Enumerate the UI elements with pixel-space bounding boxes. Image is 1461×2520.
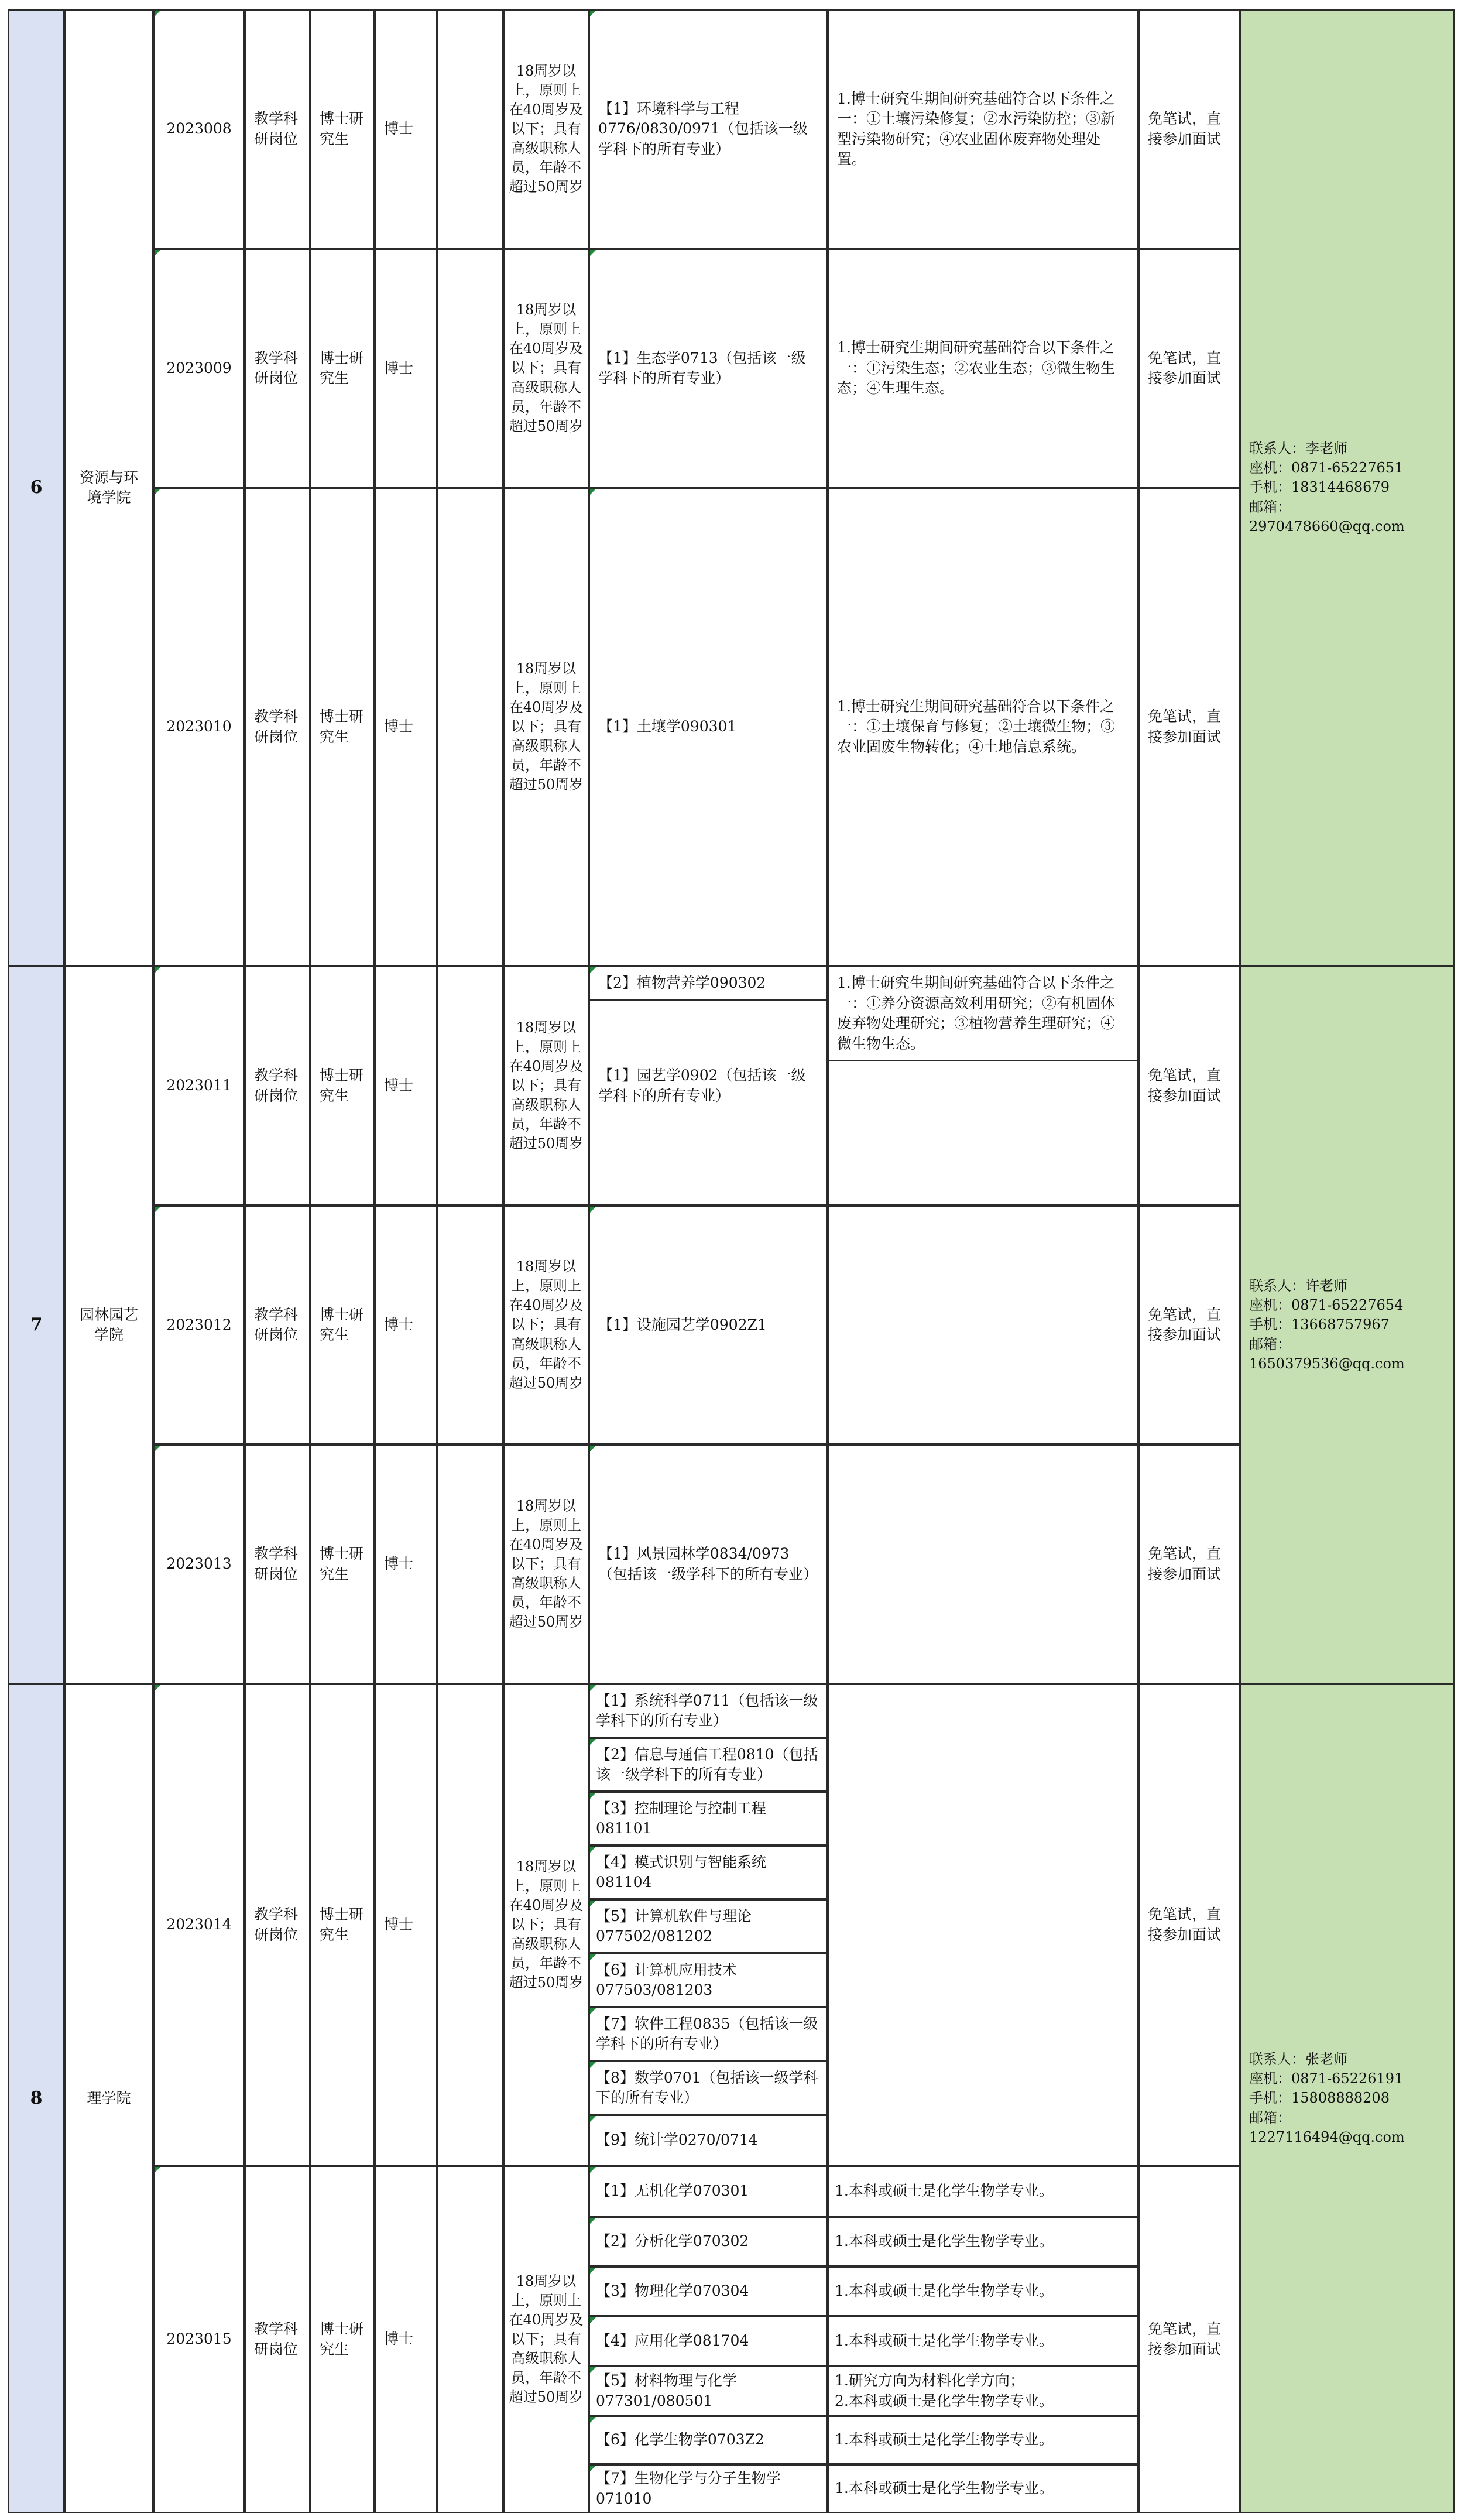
degree: 博士 xyxy=(375,1684,437,2166)
exam-method: 免笔试，直接参加面试 xyxy=(1138,488,1240,966)
major-item: 【2】植物营养学090302 xyxy=(589,966,828,1001)
age-requirement: 18周岁以上，原则上在40周岁及以下；具有高级职称人员，年龄不超过50周岁 xyxy=(503,966,589,1206)
other-requirements: 1.本科或硕士是化学生物学专业。 xyxy=(828,2316,1138,2366)
degree: 博士 xyxy=(375,966,437,1206)
age-requirement: 18周岁以上，原则上在40周岁及以下；具有高级职称人员，年龄不超过50周岁 xyxy=(503,1684,589,2166)
exam-method: 免笔试，直接参加面试 xyxy=(1138,9,1240,249)
position-code: 2023012 xyxy=(153,1206,245,1444)
age-requirement: 18周岁以上，原则上在40周岁及以下；具有高级职称人员，年龄不超过50周岁 xyxy=(503,1206,589,1444)
other-requirements: 1.本科或硕士是化学生物学专业。 xyxy=(828,2416,1138,2464)
other-requirements xyxy=(828,966,1138,1206)
major-item: 【6】计算机应用技术077503/081203 xyxy=(589,1953,828,2007)
post-type: 教学科研岗位 xyxy=(245,1444,310,1684)
college-name: 理学院 xyxy=(64,1684,153,2513)
major-item: 【8】数学0701（包括该一级学科下的所有专业） xyxy=(589,2061,828,2115)
major-item: 【1】园艺学0902（包括该一级学科下的所有专业） xyxy=(589,966,828,1206)
empty-cell xyxy=(437,1206,503,1444)
empty-cell xyxy=(437,249,503,488)
other-requirements: 1.博士研究生期间研究基础符合以下条件之一：①土壤保育与修复；②土壤微生物；③农业固废生物转化；④土地信息系统。 xyxy=(828,488,1138,966)
empty-cell xyxy=(437,1684,503,2166)
major-item: 【3】控制理论与控制工程081101 xyxy=(589,1792,828,1846)
other-requirements xyxy=(828,1684,1138,2166)
post-type: 教学科研岗位 xyxy=(245,9,310,249)
major-item: 【2】分析化学070302 xyxy=(589,2217,828,2266)
major-item: 【7】软件工程0835（包括该一级学科下的所有专业） xyxy=(589,2007,828,2061)
age-requirement: 18周岁以上，原则上在40周岁及以下；具有高级职称人员，年龄不超过50周岁 xyxy=(503,249,589,488)
row-index: 8 xyxy=(8,1684,64,2513)
education-level: 博士研究生 xyxy=(310,1206,375,1444)
major-item: 【5】材料物理与化学077301/080501 xyxy=(589,2366,828,2416)
major-item: 【1】无机化学070301 xyxy=(589,2166,828,2217)
degree: 博士 xyxy=(375,1444,437,1684)
major-item: 【6】化学生物学0703Z2 xyxy=(589,2416,828,2464)
college-name: 园林园艺学院 xyxy=(64,966,153,1684)
education-level: 博士研究生 xyxy=(310,9,375,249)
other-requirements: 1.本科或硕士是化学生物学专业。 xyxy=(828,2217,1138,2266)
exam-method: 免笔试，直接参加面试 xyxy=(1138,1206,1240,1444)
other-requirements: 1.本科或硕士是化学生物学专业。 xyxy=(828,2266,1138,2316)
empty-cell xyxy=(437,488,503,966)
position-code: 2023015 xyxy=(153,2166,245,2513)
education-level: 博士研究生 xyxy=(310,966,375,1206)
major-item: 【1】生态学0713（包括该一级学科下的所有专业） xyxy=(589,249,828,488)
major-item: 【1】设施园艺学0902Z1 xyxy=(589,1206,828,1444)
contact-info: 联系人：张老师 座机：0871-65226191 手机：15808888208 邮箱：1227116494@qq.com xyxy=(1240,1684,1455,2513)
major-item: 【7】生物化学与分子生物学071010 xyxy=(589,2464,828,2513)
other-requirements: 1.博士研究生期间研究基础符合以下条件之一：①污染生态；②农业生态；③微生物生态；④生理生态。 xyxy=(828,249,1138,488)
other-requirements: 1.博士研究生期间研究基础符合以下条件之一：①养分资源高效利用研究；②有机固体废弃物处理研究；③植物营养生理研究；④微生物生态。 xyxy=(828,966,1138,1061)
major-item: 【4】模式识别与智能系统081104 xyxy=(589,1846,828,1899)
empty-cell xyxy=(437,1444,503,1684)
position-code: 2023011 xyxy=(153,966,245,1206)
row-index: 7 xyxy=(8,966,64,1684)
position-code: 2023010 xyxy=(153,488,245,966)
college-name: 资源与环境学院 xyxy=(64,9,153,966)
degree: 博士 xyxy=(375,9,437,249)
age-requirement: 18周岁以上，原则上在40周岁及以下；具有高级职称人员，年龄不超过50周岁 xyxy=(503,488,589,966)
education-level: 博士研究生 xyxy=(310,2166,375,2513)
position-code: 2023008 xyxy=(153,9,245,249)
major-item: 【4】应用化学081704 xyxy=(589,2316,828,2366)
other-requirements xyxy=(828,1206,1138,1444)
age-requirement: 18周岁以上，原则上在40周岁及以下；具有高级职称人员，年龄不超过50周岁 xyxy=(503,9,589,249)
post-type: 教学科研岗位 xyxy=(245,488,310,966)
row-index: 6 xyxy=(8,9,64,966)
other-requirements: 1.本科或硕士是化学生物学专业。 xyxy=(828,2166,1138,2217)
major-item: 【9】统计学0270/0714 xyxy=(589,2115,828,2166)
other-requirements: 1.研究方向为材料化学方向； 2.本科或硕士是化学生物学专业。 xyxy=(828,2366,1138,2416)
education-level: 博士研究生 xyxy=(310,488,375,966)
post-type: 教学科研岗位 xyxy=(245,966,310,1206)
position-code: 2023014 xyxy=(153,1684,245,2166)
contact-info: 联系人：李老师 座机：0871-65227651 手机：18314468679 邮箱：2970478660@qq.com xyxy=(1240,9,1455,966)
degree: 博士 xyxy=(375,488,437,966)
post-type: 教学科研岗位 xyxy=(245,2166,310,2513)
empty-cell xyxy=(437,2166,503,2513)
major-item: 【3】物理化学070304 xyxy=(589,2266,828,2316)
exam-method: 免笔试，直接参加面试 xyxy=(1138,966,1240,1206)
other-requirements: 1.本科或硕士是化学生物学专业。 xyxy=(828,2464,1138,2513)
other-requirements: 1.博士研究生期间研究基础符合以下条件之一：①土壤污染修复；②水污染防控；③新型污染物研究；④农业固体废弃物处理处置。 xyxy=(828,9,1138,249)
degree: 博士 xyxy=(375,1206,437,1444)
contact-info: 联系人：许老师 座机：0871-65227654 手机：13668757967 邮箱：1650379536@qq.com xyxy=(1240,966,1455,1684)
degree: 博士 xyxy=(375,2166,437,2513)
post-type: 教学科研岗位 xyxy=(245,249,310,488)
post-type: 教学科研岗位 xyxy=(245,1206,310,1444)
education-level: 博士研究生 xyxy=(310,1444,375,1684)
exam-method: 免笔试，直接参加面试 xyxy=(1138,1684,1240,2166)
position-code: 2023013 xyxy=(153,1444,245,1684)
other-requirements xyxy=(828,1444,1138,1684)
exam-method: 免笔试，直接参加面试 xyxy=(1138,1444,1240,1684)
major-item: 【1】环境科学与工程0776/0830/0971（包括该一级学科下的所有专业） xyxy=(589,9,828,249)
major-item: 【1】风景园林学0834/0973（包括该一级学科下的所有专业） xyxy=(589,1444,828,1684)
age-requirement: 18周岁以上，原则上在40周岁及以下；具有高级职称人员，年龄不超过50周岁 xyxy=(503,2166,589,2513)
post-type: 教学科研岗位 xyxy=(245,1684,310,2166)
degree: 博士 xyxy=(375,249,437,488)
age-requirement: 18周岁以上，原则上在40周岁及以下；具有高级职称人员，年龄不超过50周岁 xyxy=(503,1444,589,1684)
exam-method: 免笔试，直接参加面试 xyxy=(1138,249,1240,488)
empty-cell xyxy=(437,9,503,249)
exam-method: 免笔试，直接参加面试 xyxy=(1138,2166,1240,2513)
education-level: 博士研究生 xyxy=(310,1684,375,2166)
major-item: 【1】系统科学0711（包括该一级学科下的所有专业） xyxy=(589,1684,828,1738)
major-item: 【1】土壤学090301 xyxy=(589,488,828,966)
empty-cell xyxy=(437,966,503,1206)
education-level: 博士研究生 xyxy=(310,249,375,488)
major-item: 【5】计算机软件与理论077502/081202 xyxy=(589,1899,828,1953)
position-code: 2023009 xyxy=(153,249,245,488)
major-item: 【2】信息与通信工程0810（包括该一级学科下的所有专业） xyxy=(589,1738,828,1792)
